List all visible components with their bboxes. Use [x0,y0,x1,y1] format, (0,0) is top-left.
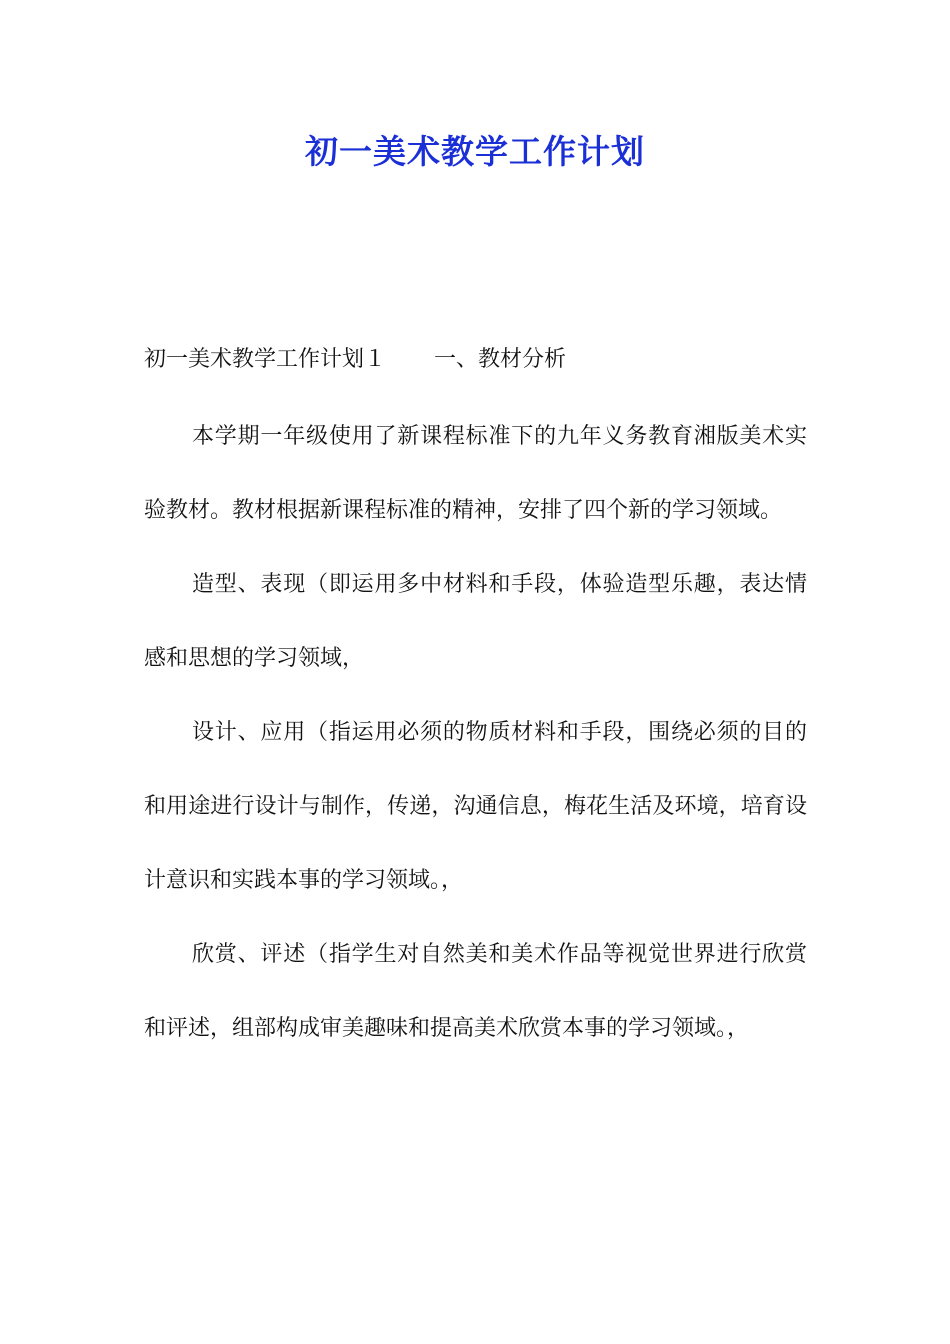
section-heading: 一、教材分析 [434,347,567,372]
plan-heading-line [144,340,566,380]
document-title: 初一美术教学工作计划 [305,132,645,171]
document-body [144,400,807,1066]
paragraph-textbook-analysis: 本学期一年级使用了新课程标准下的九年义务教育湘版美术实验教材。教材根据新课程标准的精神，安排了四个新的学习领域。 [144,424,807,523]
paragraph-design-application: 设计、应用（指运用必须的物质材料和手段，围绕必须的目的和用途进行设计与制作，传递，沟通信息，梅花生活及环境，培育设计意识和实践本事的学习领域。， [144,720,807,893]
paragraph-modeling-expression: 造型、表现（即运用多中材料和手段，体验造型乐趣，表达情感和思想的学习领域， [144,572,807,671]
plan-heading: 初一美术教学工作计划１ [144,347,387,372]
paragraph-appreciation-review: 欣赏、评述（指学生对自然美和美术作品等视觉世界进行欣赏和评述，组部构成审美趣味和提高美术欣赏本事的学习领域。， [144,942,807,1041]
